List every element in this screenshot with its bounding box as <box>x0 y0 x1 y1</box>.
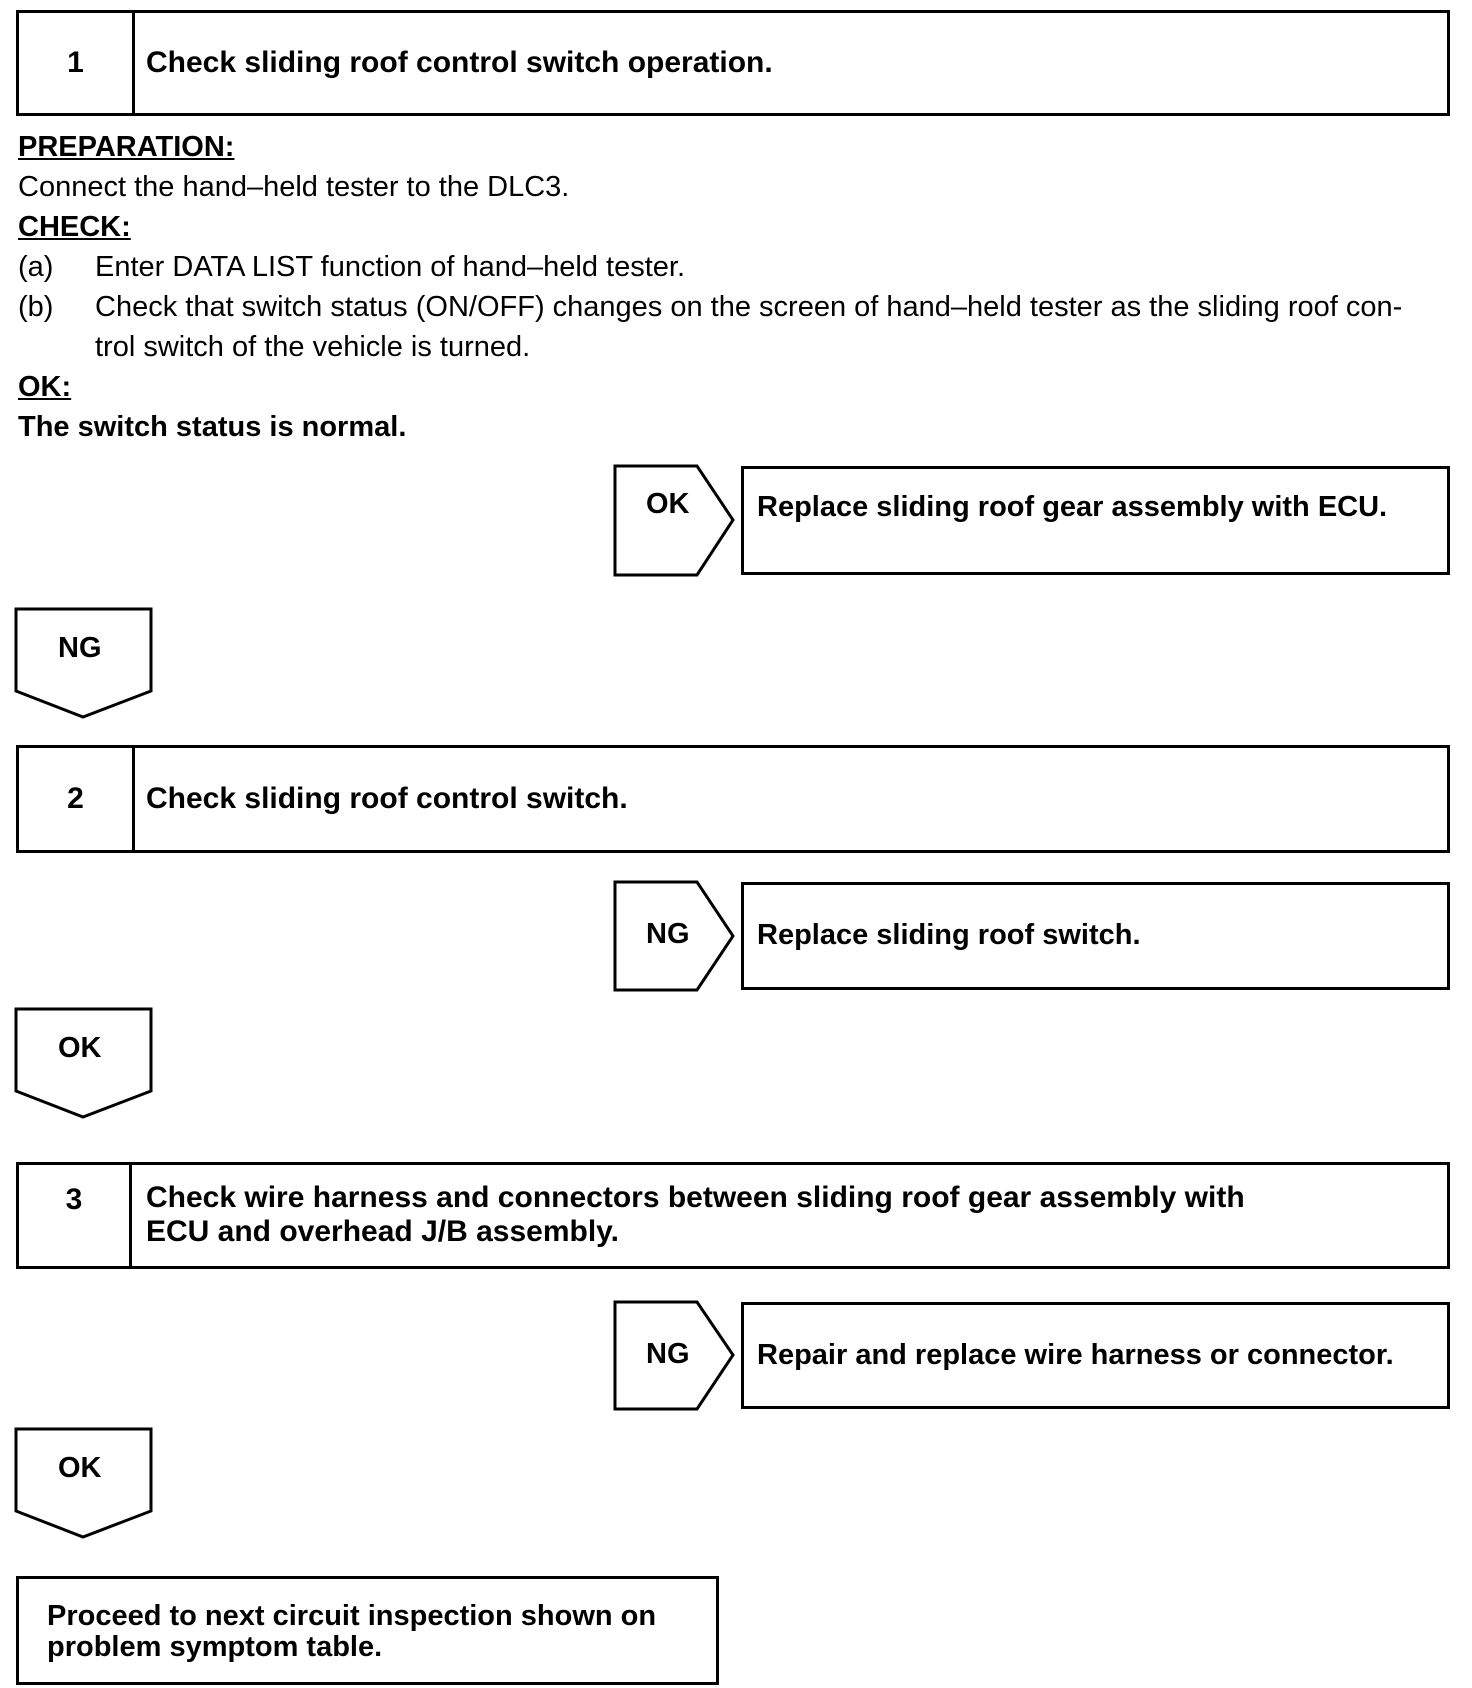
step-title: Check sliding roof control switch. <box>146 782 628 815</box>
step-title: Check wire harness and connectors between sliding roof gear assembly with ECU and overhead J/B assembly. <box>146 1181 1245 1248</box>
ok-heading: OK: <box>18 371 72 403</box>
check-heading: CHECK: <box>18 211 131 243</box>
check-marker-a: (a) <box>18 251 54 283</box>
down-arrow-label: OK <box>58 1032 102 1064</box>
down-arrow-label: NG <box>58 632 102 664</box>
step-1-box <box>16 10 1450 116</box>
check-item-a: Enter DATA LIST function of hand–held tester. <box>95 251 686 283</box>
ok-text: The switch status is normal. <box>18 411 407 443</box>
step-2-box <box>16 745 1450 853</box>
step-title: Check sliding roof control switch operation. <box>146 46 773 79</box>
step-number: 2 <box>19 748 135 850</box>
preparation-heading: PREPARATION: <box>18 131 235 163</box>
check-item-b-cont: trol switch of the vehicle is turned. <box>95 331 531 363</box>
result-box: Replace sliding roof switch. <box>741 882 1450 990</box>
step-number: 1 <box>19 13 135 113</box>
result-box: Repair and replace wire harness or connector. <box>741 1302 1450 1409</box>
final-box: Proceed to next circuit inspection shown on problem symptom table. <box>16 1576 719 1685</box>
branch-label: NG <box>646 1338 690 1370</box>
down-arrow-label: OK <box>58 1452 102 1484</box>
branch-label: OK <box>646 488 690 520</box>
check-marker-b: (b) <box>18 291 54 323</box>
result-box: Replace sliding roof gear assembly with ECU. <box>741 466 1450 575</box>
step-3-box <box>16 1162 1450 1269</box>
check-item-b: Check that switch status (ON/OFF) changes on the screen of hand–held tester as the sliding roof con- <box>95 291 1403 323</box>
preparation-text: Connect the hand–held tester to the DLC3. <box>18 171 570 203</box>
step-number: 3 <box>19 1165 132 1266</box>
branch-label: NG <box>646 918 690 950</box>
